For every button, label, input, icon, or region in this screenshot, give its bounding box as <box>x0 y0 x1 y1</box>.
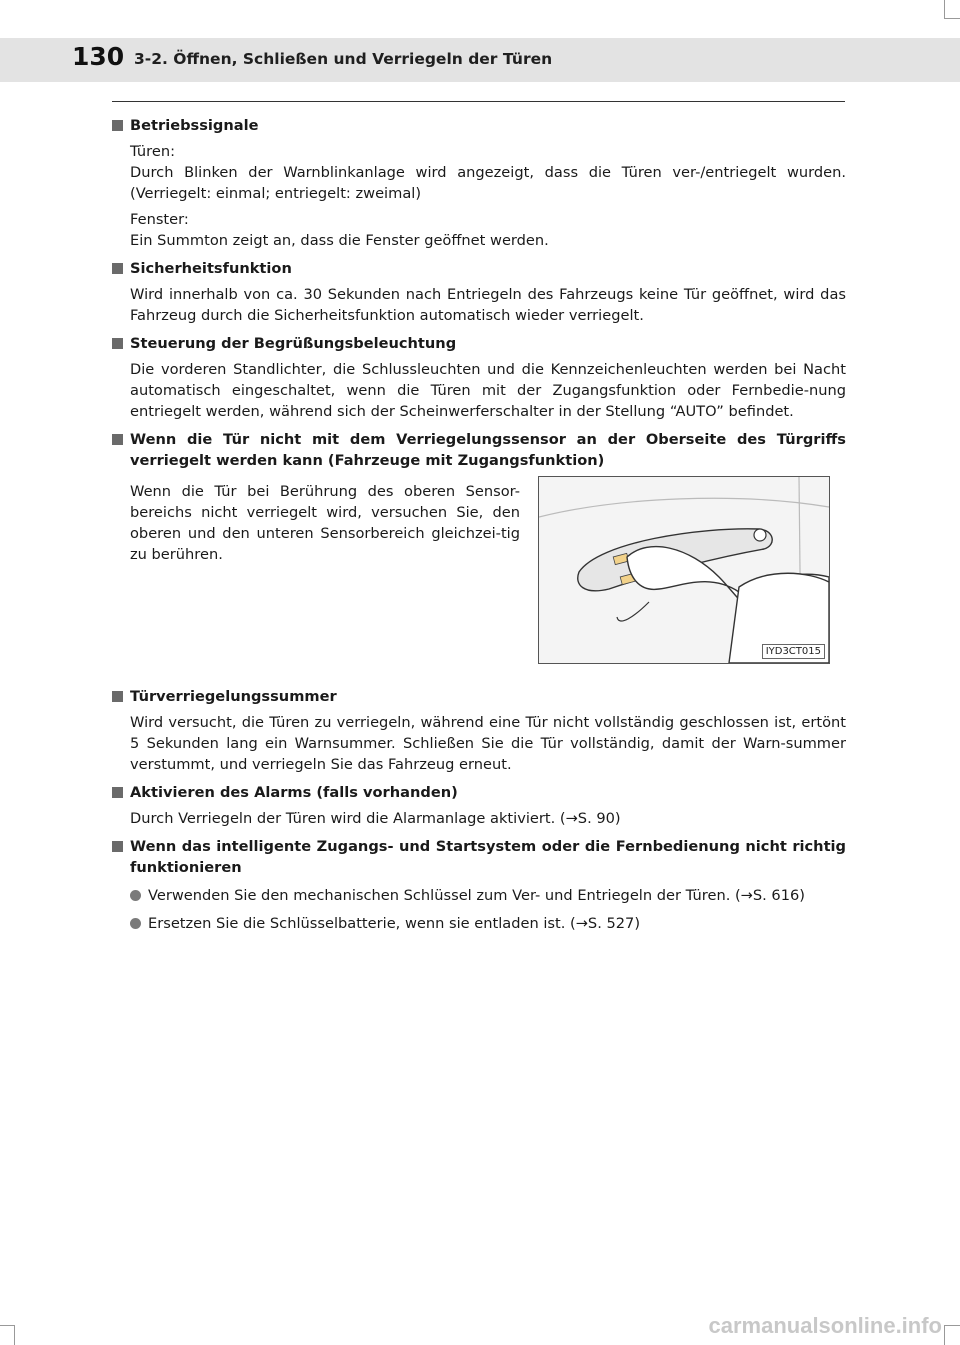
crop-mark <box>944 1325 945 1345</box>
section-title: 3-2. Öffnen, Schließen und Verriegeln der Türen <box>134 50 553 68</box>
crop-mark <box>0 1325 14 1326</box>
square-bullet-icon <box>112 434 123 445</box>
header-rule <box>112 101 845 102</box>
page-number: 130 <box>72 42 125 71</box>
square-bullet-icon <box>112 338 123 349</box>
paragraph: Türen: Durch Blinken der Warnblinkanlage wird angezeigt, dass die Türen ver-/entriegelt wurden. (Verriegelt: einmal; entriegelt: zweimal) <box>130 143 846 202</box>
figure-code: IYD3CT015 <box>762 644 825 659</box>
round-bullet-icon <box>130 890 141 901</box>
paragraph: Durch Verriegeln der Türen wird die Alarmanlage aktiviert. (→S. 90) <box>130 810 621 827</box>
section-begruessungsbeleuchtung <box>112 333 846 422</box>
section-verriegelungssensor <box>112 429 846 664</box>
paragraph: Wenn die Tür bei Berührung des oberen Sensor-bereichs nicht verriegelt wird, versuchen Sie, den oberen und den unteren Sensorbereich gleichzei-tig zu berühren. <box>130 483 520 563</box>
round-bullet-icon <box>130 918 141 929</box>
section-heading: Wenn das intelligente Zugangs- und Startsystem oder die Fernbedienung nicht richtig funktionieren <box>130 838 846 876</box>
list-item: Ersetzen Sie die Schlüsselbatterie, wenn sie entladen ist. (→S. 527) <box>130 913 846 934</box>
crop-mark <box>944 0 945 18</box>
square-bullet-icon <box>112 841 123 852</box>
square-bullet-icon <box>112 263 123 274</box>
paragraph: Fenster: Ein Summton zeigt an, dass die Fenster geöffnet werden. <box>130 211 549 249</box>
section-heading: Wenn die Tür nicht mit dem Verriegelungssensor an der Oberseite des Türgriffs verriegelt werden kann (Fahrzeuge mit Zugangsfunktion) <box>130 431 846 469</box>
door-handle-drawing <box>539 477 829 663</box>
section-heading: Betriebssignale <box>130 117 259 134</box>
section-tuerverriegelungssummer <box>112 686 846 775</box>
square-bullet-icon <box>112 787 123 798</box>
door-handle-illustration <box>538 476 830 664</box>
square-bullet-icon <box>112 691 123 702</box>
square-bullet-icon <box>112 120 123 131</box>
crop-mark <box>14 1325 15 1345</box>
section-heading: Sicherheitsfunktion <box>130 260 292 277</box>
crop-mark <box>944 18 960 19</box>
paragraph: Wird innerhalb von ca. 30 Sekunden nach Entriegeln des Fahrzeugs keine Tür geöffnet, wird das Fahrzeug durch die Sicherheitsfunktion automatisch wieder verriegelt. <box>130 286 846 324</box>
section-heading: Türverriegelungssummer <box>130 688 337 705</box>
paragraph: Wird versucht, die Türen zu verriegeln, während eine Tür nicht vollständig geschlossen ist, ertönt 5 Sekunden lang ein Warnsummer. Schließen Sie die Tür vollständig, damit der Warn-summer verstummt, und verriegeln Sie das Fahrzeug erneut. <box>130 714 846 773</box>
page-content <box>112 115 846 941</box>
list-item: Verwenden Sie den mechanischen Schlüssel zum Ver- und Entriegeln der Türen. (→S. 616) <box>130 885 846 906</box>
section-betriebssignale <box>112 115 846 251</box>
section-alarm <box>112 782 846 829</box>
section-heading: Steuerung der Begrüßungsbeleuchtung <box>130 335 457 352</box>
crop-mark <box>944 1325 960 1326</box>
section-heading: Aktivieren des Alarms (falls vorhanden) <box>130 784 458 801</box>
section-stoerung <box>112 836 846 934</box>
watermark: carmanualsonline.info <box>708 1313 942 1338</box>
paragraph: Die vorderen Standlichter, die Schlussleuchten und die Kennzeichenleuchten werden bei Nacht automatisch eingeschaltet, wenn die Türen mit der Zugangsfunktion oder Fernbedie-nung entriegelt werden, während sich der Scheinwerferschalter in der Stellung “AUTO” befindet. <box>130 361 846 420</box>
section-sicherheitsfunktion <box>112 258 846 326</box>
